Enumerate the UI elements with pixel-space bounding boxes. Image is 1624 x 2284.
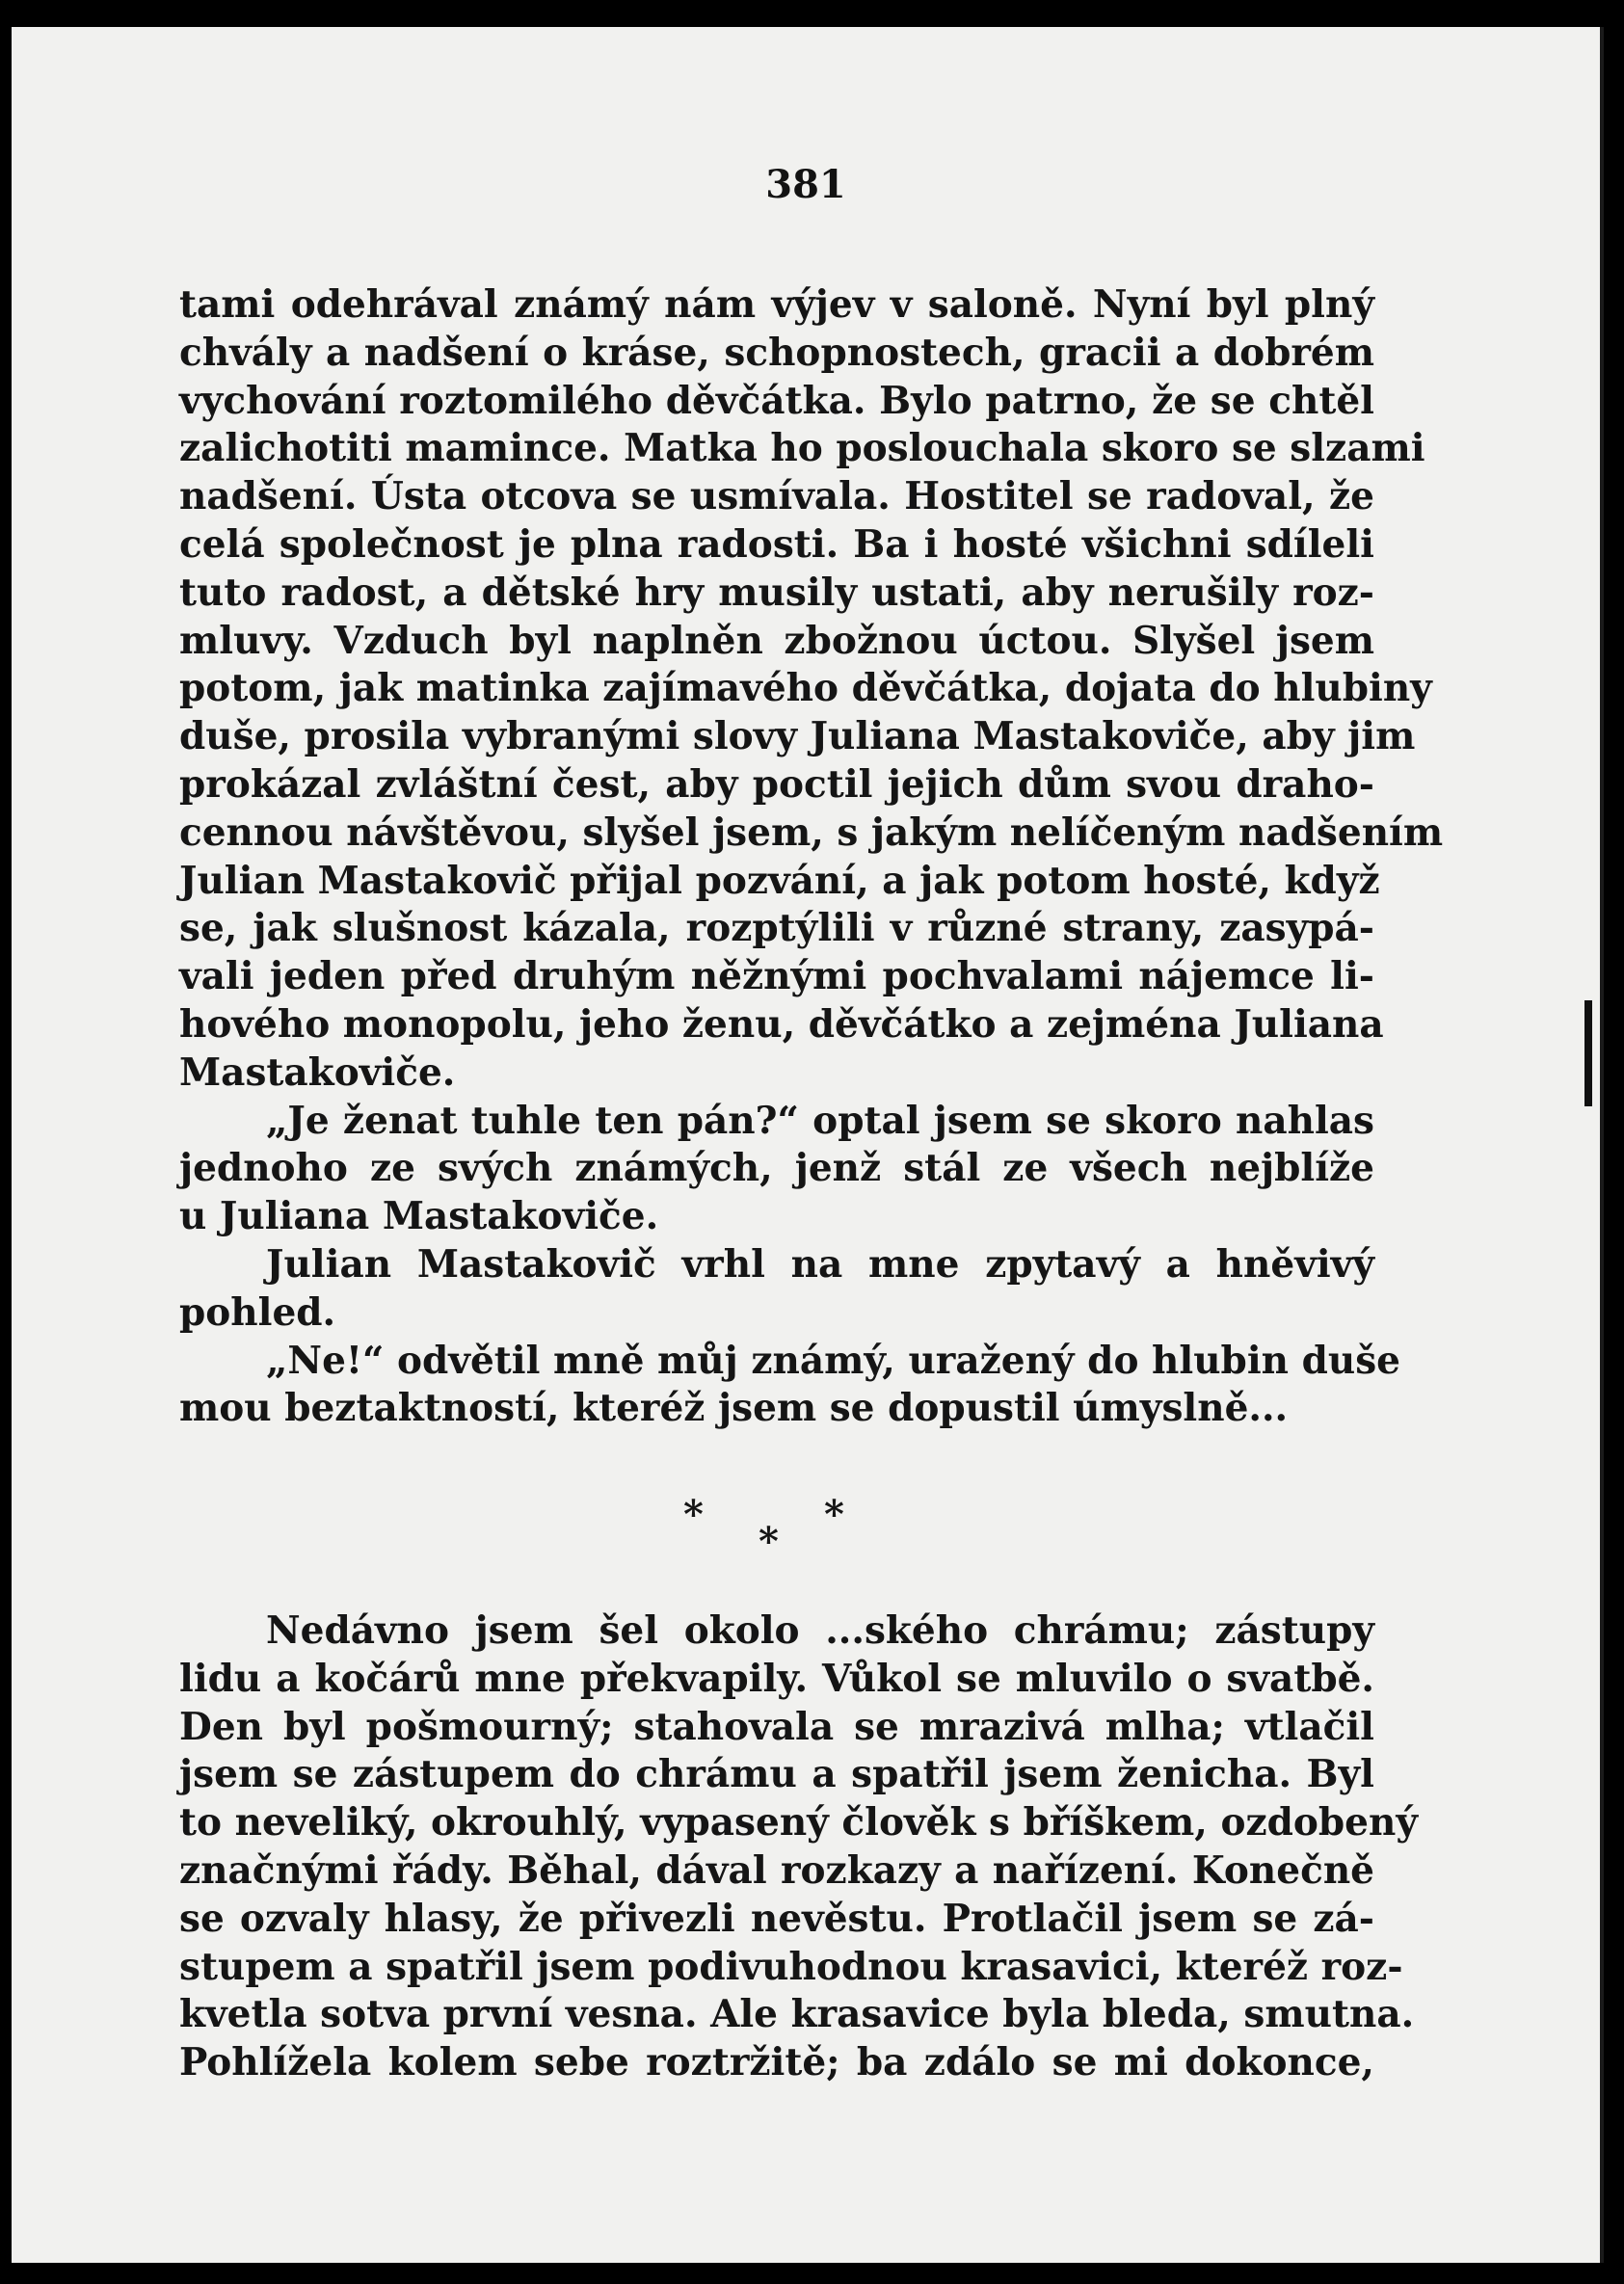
text-line: Pohlížela kolem sebe roztržitě; ba zdálo se mi dokonce, (179, 2040, 1374, 2085)
text-line: lidu a kočárů mne překvapily. Vůkol se mluvilo o svatbě. (179, 1656, 1374, 1701)
page-edge-mark (1584, 1000, 1592, 1106)
text-line: celá společnost je plna radosti. Ba i hosté všichni sdíleli (179, 521, 1374, 567)
text-line: pohled. (179, 1289, 336, 1335)
text-line: vychování roztomilého děvčátka. Bylo patrno, že se chtěl (179, 378, 1374, 423)
divider-star: * (759, 1519, 779, 1564)
text-line: kvetla sotva první vesna. Ale krasavice byla bleda, smutna. (179, 1992, 1415, 2037)
text-line: prokázal zvláštní čest, aby poctil jejich dům svou draho- (179, 761, 1374, 807)
text-line: „Ne!“ odvětil mně můj známý, uražený do hlubin duše (266, 1338, 1400, 1383)
text-line: nadšení. Ústa otcova se usmívala. Hostitel se radoval, že (179, 474, 1374, 519)
text-line: potom, jak matinka zajímavého děvčátka, dojata do hlubiny (179, 666, 1432, 711)
text-line: cennou návštěvou, slyšel jsem, s jakým nelíčeným nadšením (179, 810, 1444, 855)
page-number: 381 (765, 162, 846, 207)
text-line: značnými řády. Běhal, dával rozkazy a nařízení. Konečně (179, 1847, 1374, 1893)
divider-star: * (683, 1492, 704, 1537)
text-block-top (179, 281, 1444, 1433)
divider-star: * (824, 1492, 844, 1537)
text-line: Nedávno jsem šel okolo ...ského chrámu; zástupy (266, 1608, 1374, 1653)
text-line: zalichotiti mamince. Matka ho poslouchala skoro se slzami (179, 426, 1425, 471)
text-line: hového monopolu, jeho ženu, děvčátko a zejména Juliana (179, 1001, 1384, 1047)
text-line: „Je ženat tuhle ten pán?“ optal jsem se skoro nahlas (266, 1098, 1374, 1143)
section-divider (12, 1492, 1600, 1569)
text-line: mou beztaktností, kteréž jsem se dopustil úmyslně... (179, 1386, 1289, 1431)
text-line: Mastakoviče. (179, 1049, 456, 1095)
text-line: Julian Mastakovič vrhl na mne zpytavý a hněvivý (266, 1241, 1374, 1287)
text-line: se ozvaly hlasy, že přivezli nevěstu. Protlačil jsem se zá- (179, 1896, 1374, 1941)
text-line: jsem se zástupem do chrámu a spatřil jsem ženicha. Byl (179, 1752, 1374, 1797)
text-line: mluvy. Vzduch byl naplněn zbožnou úctou. Slyšel jsem (179, 618, 1374, 663)
text-line: u Juliana Mastakoviče. (179, 1194, 659, 1239)
text-block-bottom (179, 1607, 1418, 2087)
text-line: duše, prosila vybranými slovy Juliana Mastakoviče, aby jim (179, 714, 1416, 759)
text-line: se, jak slušnost kázala, rozptýlili v různé strany, zasypá- (179, 906, 1374, 951)
text-line: jednoho ze svých známých, jenž stál ze všech nejblíže (179, 1146, 1374, 1191)
text-line: stupem a spatřil jsem podivuhodnou krasavici, kteréž roz- (179, 1944, 1403, 1989)
text-line: to neveliký, okrouhlý, vypasený člověk s bříškem, ozdobený (179, 1800, 1418, 1846)
book-page (12, 27, 1604, 2263)
text-line: tami odehrával známý nám výjev v saloně. Nyní byl plný (179, 282, 1374, 327)
text-line: tuto radost, a dětské hry musily ustati, aby nerušily roz- (179, 570, 1374, 615)
text-line: vali jeden před druhým něžnými pochvalami nájemce li- (179, 954, 1374, 999)
text-line: Den byl pošmourný; stahovala se mrazivá mlha; vtlačil (179, 1704, 1374, 1749)
text-line: chvály a nadšení o kráse, schopnostech, gracii a dobrém (179, 330, 1374, 375)
text-line: Julian Mastakovič přijal pozvání, a jak potom hosté, když (179, 858, 1380, 903)
